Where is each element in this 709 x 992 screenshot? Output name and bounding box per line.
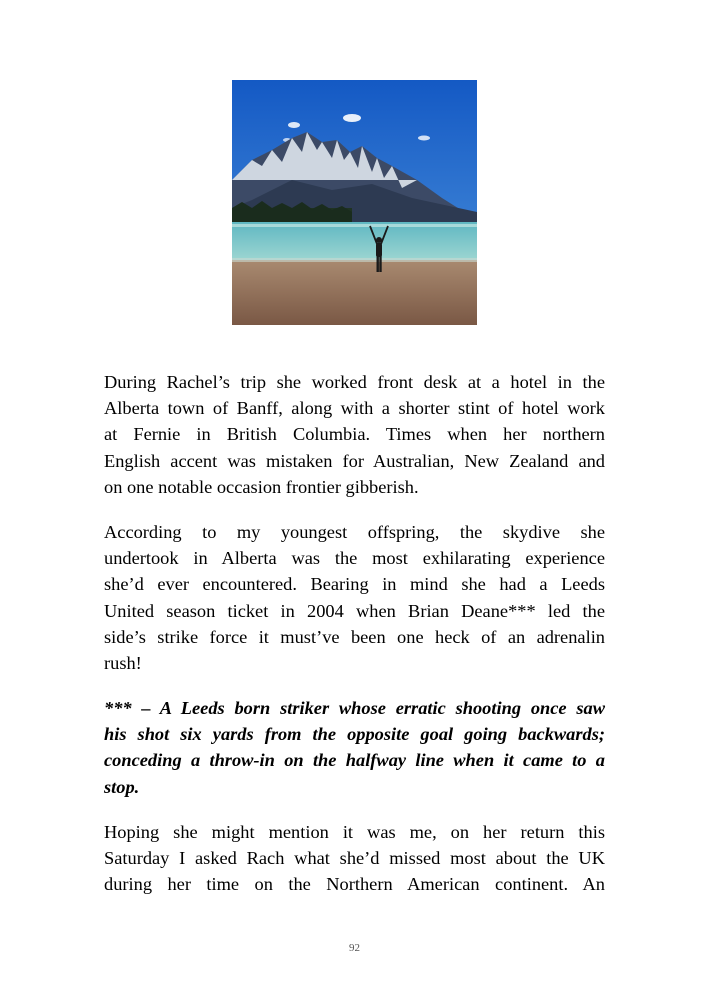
paragraph-return xyxy=(104,819,605,898)
text-line: United season ticket in 2004 when Brian Deane*** led the xyxy=(104,600,605,621)
text-line: stop. xyxy=(104,776,140,797)
text-line: rush! xyxy=(104,653,142,674)
photo-illustration xyxy=(232,80,477,325)
text-line: his shot six yards from the opposite goal going backwards; xyxy=(104,724,605,745)
text-line: Saturday I asked Rach what she’d missed most about the UK xyxy=(104,848,605,869)
page-number: 92 xyxy=(349,942,360,954)
text-line: *** – A Leeds born striker whose erratic shooting once saw xyxy=(104,698,605,718)
text-line: Hoping she might mention it was me, on her return this xyxy=(104,822,605,842)
text-line: English accent was mistaken for Australian, New Zealand and xyxy=(104,450,605,471)
text-line: Alberta town of Banff, along with a shorter stint of hotel work xyxy=(104,398,605,419)
footnote-brian-deane xyxy=(104,695,605,800)
text-line: According to my youngest offspring, the skydive she xyxy=(104,522,605,542)
paragraph-skydive xyxy=(104,519,605,676)
text-line: During Rachel’s trip she worked front desk at a hotel in the xyxy=(104,372,605,392)
text-line: during her time on the Northern American continent. An xyxy=(104,874,605,895)
lake-mountain-photo xyxy=(232,80,477,325)
text-line: conceding a throw-in on the halfway line when it came to a xyxy=(104,750,605,771)
text-line: undertook in Alberta was the most exhilarating experience xyxy=(104,548,605,569)
text-line: she’d ever encountered. Bearing in mind she had a Leeds xyxy=(104,574,605,595)
text-line: at Fernie in British Columbia. Times when her northern xyxy=(104,424,605,445)
text-line: side’s strike force it must’ve been one heck of an adrenalin xyxy=(104,626,605,647)
paragraph-banff xyxy=(104,369,605,500)
text-line: on one notable occasion frontier gibberish. xyxy=(104,476,419,497)
